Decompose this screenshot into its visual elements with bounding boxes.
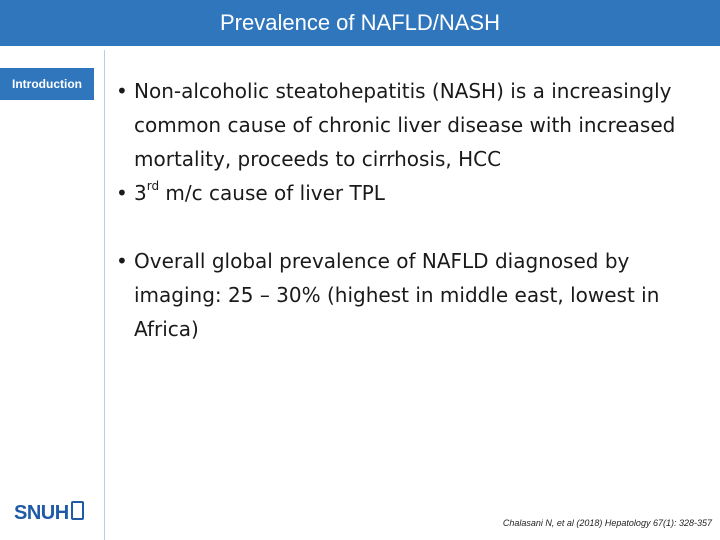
bullet-text: Non-alcoholic steatohepatitis (NASH) is a increasingly common cause of chronic liver disease with increased mortality, proceeds to cirrhosis, HCC — [134, 79, 676, 171]
snuh-logo — [14, 500, 84, 526]
slide-body — [114, 74, 710, 346]
bullet-text: Overall global prevalence of NAFLD diagnosed by imaging: 25 – 30% (highest in middle east, lowest in Africa) — [134, 249, 660, 341]
citation-footnote: Chalasani N, et al (2018) Hepatology 67(1): 328-357 — [502, 518, 712, 528]
logo-emblem-icon — [71, 501, 84, 520]
sidebar-divider — [104, 50, 105, 540]
bullet-item — [114, 244, 710, 346]
slide-title: Prevalence of NAFLD/NASH — [220, 10, 500, 35]
bullet-dot-icon: • — [116, 181, 128, 205]
bullet-dot-icon: • — [116, 79, 128, 103]
ordinal-suffix: rd — [146, 179, 160, 194]
bullet-text: m/c cause of liver TPL — [159, 181, 385, 205]
bullet-dot-icon: • — [116, 249, 128, 273]
spacer — [114, 210, 710, 244]
section-tab — [0, 68, 94, 100]
bullet-item — [114, 176, 710, 210]
logo-text: SNUH — [14, 501, 69, 524]
bullet-number: 3 — [134, 181, 147, 205]
section-label: Introduction — [12, 77, 82, 91]
slide-title-bar — [0, 0, 720, 46]
bullet-item — [114, 74, 710, 176]
